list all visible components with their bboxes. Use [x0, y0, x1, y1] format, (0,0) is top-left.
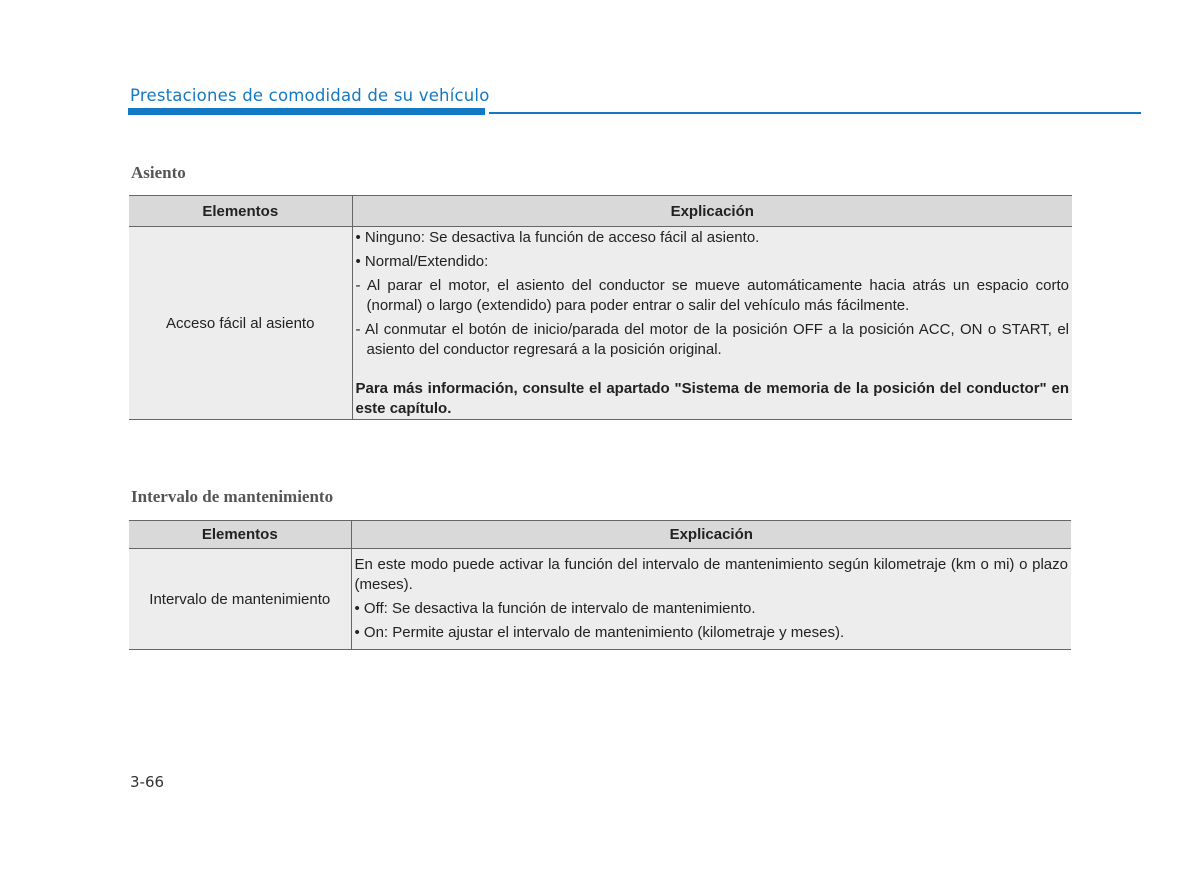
header-rule — [489, 112, 1141, 114]
explanation-line: - Al conmutar el botón de inicio/parada del motor de la posición OFF a la posición ACC, ON o START, el asiento del conductor regresará a la posición original. — [355, 320, 1069, 358]
column-header-explicacion: Explicación — [352, 196, 1072, 227]
explanation-note: Para más información, consulte el apartado "Sistema de memoria de la posición del conductor" en este capítulo. — [355, 379, 1069, 417]
table-intervalo — [129, 520, 1071, 650]
explanation-line: • Ninguno: Se desactiva la función de acceso fácil al asiento. — [355, 228, 760, 246]
explanation-cell — [351, 549, 1071, 650]
explanation-line: • Off: Se desactiva la función de intervalo de mantenimiento. — [354, 600, 756, 617]
table-row — [129, 227, 1072, 420]
explanation-cell — [352, 227, 1072, 420]
table-asiento — [129, 195, 1072, 420]
header-accent-bar — [128, 108, 485, 115]
table-header-row — [129, 521, 1071, 549]
table-row — [129, 549, 1071, 650]
explanation-line: • Normal/Extendido: — [355, 252, 489, 270]
page-number: 3-66 — [130, 773, 165, 791]
section-title-asiento: Asiento — [131, 163, 186, 182]
explanation-line: • On: Permite ajustar el intervalo de mantenimiento (kilometraje y meses). — [354, 624, 845, 641]
explanation-line: - Al parar el motor, el asiento del conductor se mueve automáticamente hacia atrás un espacio corto (normal) o largo (extendido) para poder entrar o salir del vehículo más fácilmente. — [355, 276, 1069, 314]
explanation-line: En este modo puede activar la función del intervalo de mantenimiento según kilometraje (km o mi) o plazo (meses). — [354, 556, 1068, 593]
column-header-explicacion: Explicación — [351, 521, 1071, 549]
element-cell: Acceso fácil al asiento — [129, 227, 352, 420]
chapter-header-title: Prestaciones de comodidad de su vehículo — [130, 86, 490, 105]
element-cell: Intervalo de mantenimiento — [129, 549, 351, 650]
column-header-elementos: Elementos — [129, 196, 352, 227]
column-header-elementos: Elementos — [129, 521, 351, 549]
section-title-intervalo: Intervalo de mantenimiento — [131, 487, 334, 506]
table-header-row — [129, 196, 1072, 227]
